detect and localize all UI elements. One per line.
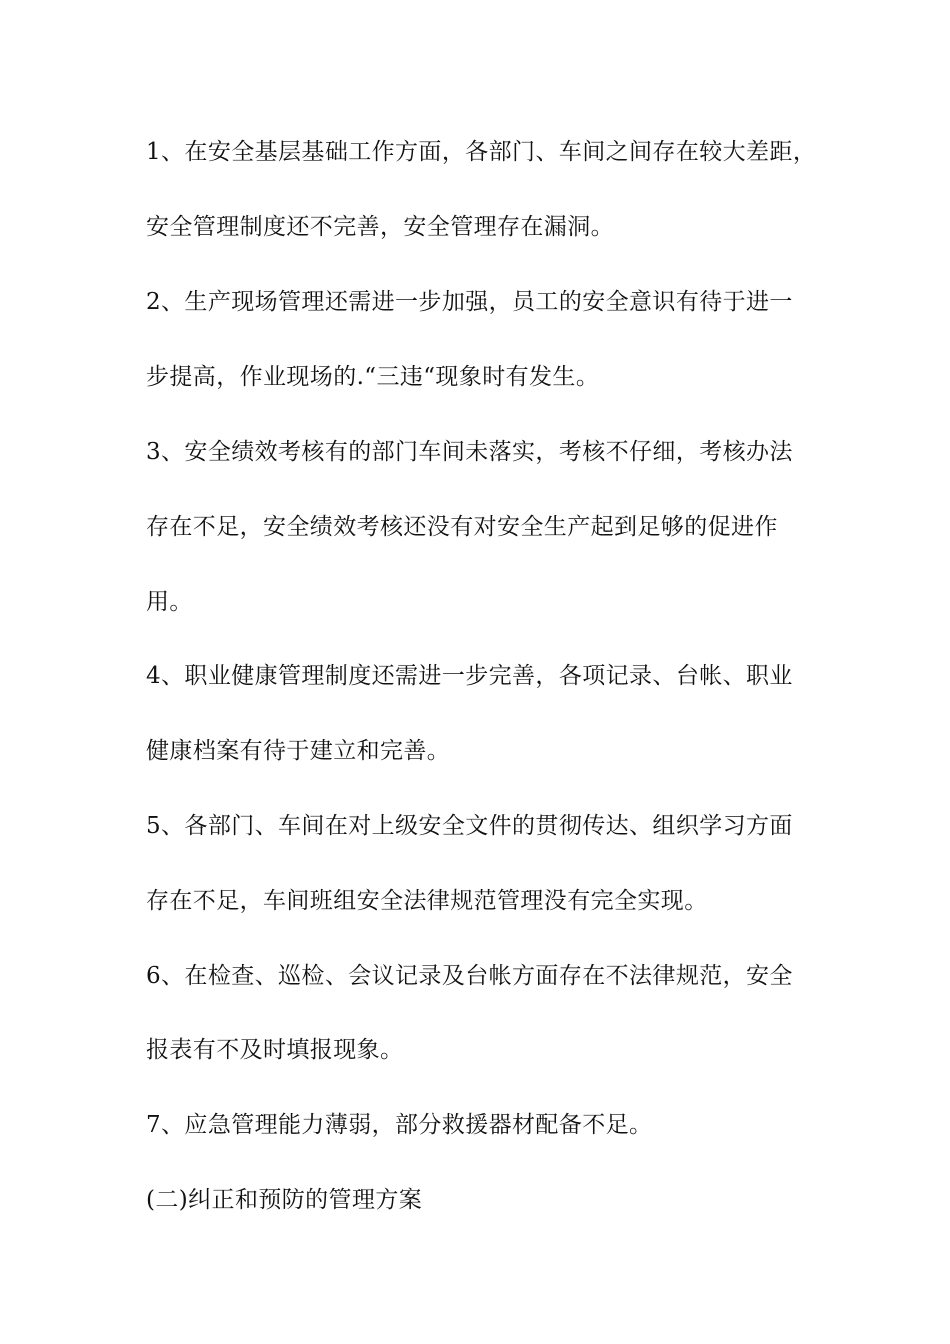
item-4-line-2: 健康档案有待于建立和完善。 (146, 738, 451, 764)
item-5-line-1: 5、各部门、车间在对上级安全文件的贯彻传达、组织学习方面 (146, 813, 793, 839)
item-2-line-1: 2、生产现场管理还需进一步加强，员工的安全意识有待于进一 (146, 289, 793, 315)
item-1-line-1: 1、在安全基层基础工作方面，各部门、车间之间存在较大差距， (146, 139, 817, 165)
item-6-line-1: 6、在检查、巡检、会议记录及台帐方面存在不法律规范，安全 (146, 963, 793, 989)
item-3-line-1: 3、安全绩效考核有的部门车间未落实，考核不仔细，考核办法 (146, 439, 793, 465)
item-2-line-2: 步提高，作业现场的.“三违“现象时有发生。 (146, 364, 600, 390)
item-7-line-1: 7、应急管理能力薄弱，部分救援器材配备不足。 (146, 1112, 653, 1138)
item-4-line-1: 4、职业健康管理制度还需进一步完善，各项记录、台帐、职业 (146, 663, 793, 689)
item-1-line-2: 安全管理制度还不完善，安全管理存在漏洞。 (146, 214, 614, 240)
item-3-line-3: 用。 (146, 589, 193, 615)
item-3-line-2: 存在不足，安全绩效考核还没有对安全生产起到足够的促进作 (146, 514, 778, 540)
item-5-line-2: 存在不足，车间班组安全法律规范管理没有完全实现。 (146, 888, 708, 914)
section-heading: (二)纠正和预防的管理方案 (146, 1187, 423, 1213)
item-6-line-2: 报表有不及时填报现象。 (146, 1037, 404, 1063)
